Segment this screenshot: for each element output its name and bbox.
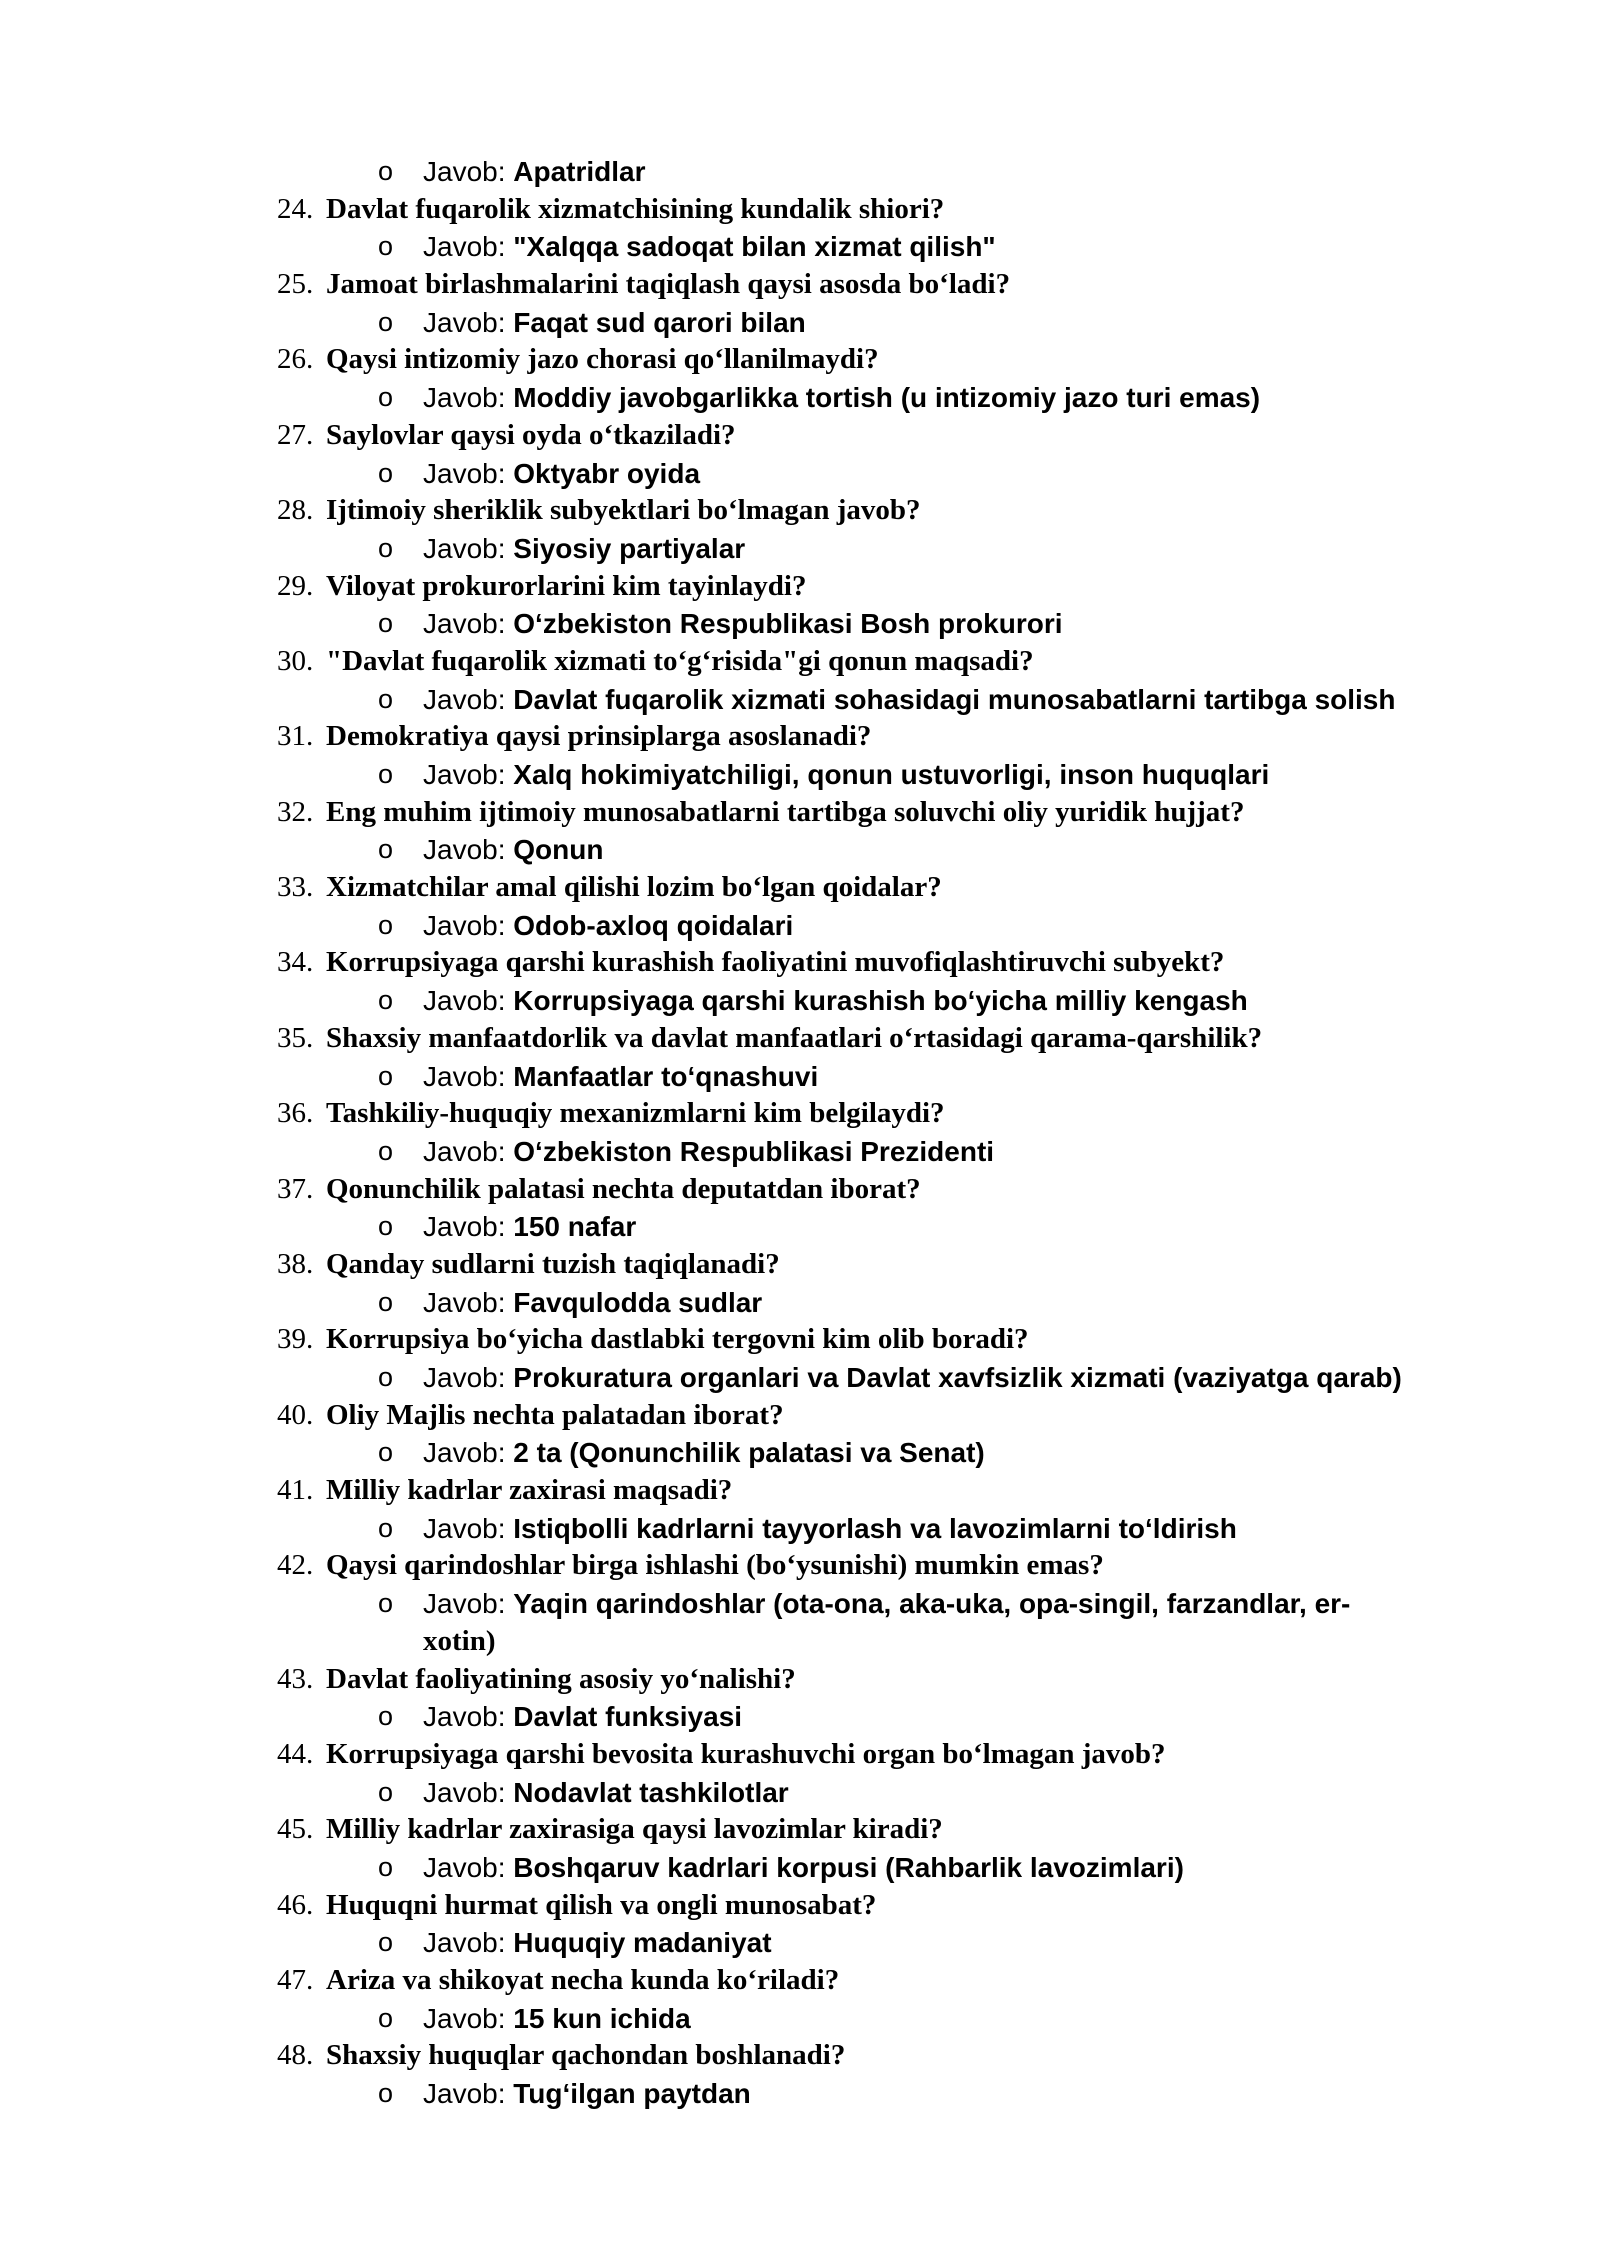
question-text: Shaxsiy huquqlar qachondan boshlanadi? [326,2039,846,2072]
answer-bullet: o [378,1512,394,1543]
question-line [0,1397,1600,1435]
question-number: 31. [277,720,314,753]
question-text: Qanday sudlarni tuzish taqiqlanadi? [326,1247,780,1280]
answer-continuation-line [0,1623,1600,1661]
answer-text: Odob-axloq qoidalari [513,909,794,941]
question-number: 33. [277,871,314,904]
answer-bullet: o [378,1851,394,1882]
question-text: Qaysi qarindoshlar birga ishlashi (bo‘ysunishi) mumkin emas? [326,1549,1104,1582]
answer-text: Manfaatlar to‘qnashuvi [513,1060,819,1092]
answer-bullet: o [378,1927,394,1958]
question-number: 26. [277,343,314,376]
question-line [0,266,1600,304]
question-number: 36. [277,1097,314,1130]
answer-line [0,681,1600,719]
answer-line [0,228,1600,266]
answer-line [0,1434,1600,1472]
answer-line [0,1359,1600,1397]
question-line [0,1171,1600,1209]
question-number: 43. [277,1662,314,1695]
question-text: Jamoat birlashmalarini taqiqlash qaysi asosda bo‘ladi? [326,268,1011,301]
answer-label: Javob: Xalq hokimiyatchiligi, qonun ustuvorligi, inson huquqlari [423,759,1270,790]
answer-label: Javob: O‘zbekiston Respublikasi Bosh prokurori [423,608,1063,640]
answer-bullet: o [378,834,394,865]
question-number: 30. [277,644,314,677]
answer-bullet: o [378,156,394,186]
answer-text: O‘zbekiston Respublikasi Bosh prokurori [513,608,1063,640]
answer-text: Qonun [513,834,604,866]
answer-bullet: o [378,985,394,1016]
answer-bullet: o [378,909,394,940]
answer-bullet: o [378,1362,394,1392]
qa-list [0,153,1600,2113]
question-number: 34. [277,946,314,979]
answer-line [0,2000,1600,2038]
question-text: Korrupsiya bo‘yicha dastlabki tergovni kim olib boradi? [326,1323,1029,1356]
answer-line [0,1698,1600,1736]
answer-bullet: o [378,608,394,639]
answer-label: Javob: Prokuratura organlari va Davlat xavfsizlik xizmati (vaziyatga qarab) [423,1362,1402,1393]
question-text: Demokratiya qaysi prinsiplarga asoslanadi? [326,720,872,753]
question-text: Xizmatchilar amal qilishi lozim bo‘lgan qoidalar? [326,871,942,904]
answer-label: Javob: Davlat fuqarolik xizmati sohasidagi munosabatlarni tartibga solish [423,683,1396,715]
question-line [0,1962,1600,2000]
question-number: 28. [277,494,314,527]
question-text: Milliy kadrlar zaxirasi maqsadi? [326,1474,733,1507]
question-text: Shaxsiy manfaatdorlik va davlat manfaatlari o‘rtasidagi qarama-qarshilik? [326,1021,1263,1054]
question-line [0,1246,1600,1284]
answer-bullet: o [378,683,394,714]
answer-text: Oktyabr oyida [513,457,701,489]
answer-bullet: o [378,1135,394,1166]
question-line [0,1547,1600,1585]
question-text: Davlat fuqarolik xizmatchisining kundalik shiori? [326,192,945,225]
question-text: Milliy kadrlar zaxirasiga qaysi lavozimlar kiradi? [326,1813,943,1846]
answer-bullet: o [378,532,394,563]
answer-label: Javob: Siyosiy partiyalar [423,532,746,564]
question-line [0,1020,1600,1058]
question-text: Korrupsiyaga qarshi kurashish faoliyatini muvofiqlashtiruvchi subyekt? [326,946,1225,979]
answer-text: Favqulodda sudlar [513,1286,763,1318]
question-number: 29. [277,569,314,602]
answer-text: "Xalqqa sadoqat bilan xizmat qilish" [513,231,996,263]
question-text: Oliy Majlis nechta palatadan iborat? [326,1398,784,1431]
answer-bullet: o [378,2078,394,2109]
answer-label: Javob: Odob-axloq qoidalari [423,909,794,941]
answer-label: Javob: Davlat funksiyasi [423,1701,743,1733]
answer-bullet: o [378,1286,394,1317]
question-number: 47. [277,1964,314,1996]
question-number: 45. [277,1813,314,1846]
question-text: "Davlat fuqarolik xizmati to‘g‘risida"gi qonun maqsadi? [326,644,1034,677]
answer-text: Korrupsiyaga qarshi kurashish bo‘yicha milliy kengash [513,985,1248,1017]
answer-text-continued: xotin) [423,1624,496,1657]
answer-label: Javob: Manfaatlar to‘qnashuvi [423,1060,819,1092]
question-number: 27. [277,418,314,451]
question-line [0,1321,1600,1359]
question-text: Tashkiliy-huquqiy mexanizmlarni kim belgilaydi? [326,1097,945,1130]
answer-text: 15 kun ichida [513,2002,691,2034]
answer-line [0,1284,1600,1322]
answer-line [0,1058,1600,1096]
answer-text: Faqat sud qarori bilan [513,306,806,338]
answer-bullet: o [378,759,394,789]
answer-label: Javob: Boshqaruv kadrlari korpusi (Rahbarlik lavozimlari) [423,1851,1184,1883]
question-line [0,643,1600,681]
answer-label: Javob: Faqat sud qarori bilan [423,306,806,338]
answer-bullet: o [378,457,394,488]
answer-text: Xalq hokimiyatchiligi, qonun ustuvorligi, inson huquqlari [513,759,1270,790]
answer-text: 2 ta (Qonunchilik palatasi va Senat) [513,1437,985,1469]
question-number: 25. [277,268,314,301]
answer-bullet: o [378,1060,394,1091]
answer-label: Javob: Moddiy javobgarlikka tortish (u intizomiy jazo turi emas) [423,382,1261,414]
answer-line [0,1585,1600,1623]
answer-label: Javob: Korrupsiyaga qarshi kurashish bo‘yicha milliy kengash [423,985,1248,1017]
question-number: 40. [277,1398,314,1431]
answer-bullet: o [378,1588,394,1619]
answer-text: Davlat fuqarolik xizmati sohasidagi munosabatlarni tartibga solish [513,683,1396,715]
question-text: Viloyat prokurorlarini kim tayinlaydi? [326,569,807,602]
answer-label: Javob: Istiqbolli kadrlarni tayyorlash va lavozimlarni to‘ldirish [423,1512,1237,1544]
answer-line [0,2075,1600,2113]
question-text: Davlat faoliyatining asosiy yo‘nalishi? [326,1662,796,1695]
question-number: 38. [277,1247,314,1280]
answer-line [0,907,1600,945]
answer-text: Nodavlat tashkilotlar [513,1776,789,1808]
answer-line [0,1924,1600,1962]
answer-line [0,153,1600,191]
question-line [0,417,1600,455]
answer-label: Javob: Apatridlar [423,156,646,187]
question-line [0,2037,1600,2075]
question-line [0,1661,1600,1699]
question-number: 32. [277,795,314,828]
question-number: 35. [277,1021,314,1054]
answer-label: Javob: Huquqiy madaniyat [423,1927,772,1959]
answer-line [0,455,1600,493]
question-line [0,1887,1600,1925]
answer-text: Istiqbolli kadrlarni tayyorlash va lavozimlarni to‘ldirish [513,1512,1237,1544]
answer-label: Javob: 15 kun ichida [423,2002,691,2034]
question-line [0,944,1600,982]
answer-bullet: o [378,1437,394,1468]
question-text: Huquqni hurmat qilish va ongli munosabat? [326,1888,877,1921]
answer-line [0,379,1600,417]
answer-label: Javob: Tug‘ilgan paytdan [423,2078,751,2110]
question-line [0,1811,1600,1849]
answer-bullet: o [378,382,394,413]
answer-bullet: o [378,2002,394,2033]
answer-text: Davlat funksiyasi [513,1701,743,1733]
answer-bullet: o [378,1701,394,1732]
question-text: Eng muhim ijtimoiy munosabatlarni tartibga soluvchi oliy yuridik hujjat? [326,795,1245,828]
answer-text: Apatridlar [513,156,646,187]
question-text: Ijtimoiy sheriklik subyektlari bo‘lmagan javob? [326,494,921,527]
answer-label: Javob: 150 nafar [423,1211,637,1243]
answer-text: Huquqiy madaniyat [513,1927,772,1959]
answer-label: Javob: Favqulodda sudlar [423,1286,763,1318]
answer-text: Boshqaruv kadrlari korpusi (Rahbarlik lavozimlari) [513,1851,1184,1883]
question-text: Ariza va shikoyat necha kunda ko‘riladi? [326,1964,840,1996]
question-number: 24. [277,192,314,225]
question-number: 37. [277,1172,314,1205]
question-line [0,718,1600,756]
answer-line [0,1510,1600,1548]
answer-text: Siyosiy partiyalar [513,532,746,564]
answer-line [0,982,1600,1020]
answer-bullet: o [378,231,394,262]
question-line [0,1095,1600,1133]
question-line [0,1736,1600,1774]
answer-line [0,530,1600,568]
question-line [0,869,1600,907]
answer-line [0,1208,1600,1246]
question-number: 41. [277,1474,314,1507]
question-number: 46. [277,1888,314,1921]
answer-text: Yaqin qarindoshlar (ota-ona, aka-uka, opa-singil, farzandlar, er- [513,1588,1351,1620]
answer-line [0,1133,1600,1171]
answer-label: Javob: Oktyabr oyida [423,457,701,489]
answer-label: Javob: 2 ta (Qonunchilik palatasi va Senat) [423,1437,985,1469]
question-text: Saylovlar qaysi oyda o‘tkaziladi? [326,418,736,451]
question-number: 44. [277,1737,314,1770]
answer-line [0,831,1600,869]
answer-bullet: o [378,1776,394,1807]
question-line [0,191,1600,229]
question-number: 39. [277,1323,314,1356]
answer-line [0,1774,1600,1812]
answer-text: 150 nafar [513,1211,637,1243]
answer-text: Prokuratura organlari va Davlat xavfsizlik xizmati (vaziyatga qarab) [513,1362,1402,1393]
question-text: Qonunchilik palatasi nechta deputatdan iborat? [326,1172,921,1205]
question-line [0,794,1600,832]
answer-label: Javob: O‘zbekiston Respublikasi Prezidenti [423,1135,995,1167]
question-text: Qaysi intizomiy jazo chorasi qo‘llanilmaydi? [326,343,879,376]
answer-label: Javob: Nodavlat tashkilotlar [423,1776,789,1808]
answer-line [0,756,1600,794]
question-number: 42. [277,1549,314,1582]
answer-text: Moddiy javobgarlikka tortish (u intizomiy jazo turi emas) [513,382,1261,414]
question-line [0,1472,1600,1510]
answer-bullet: o [378,306,394,337]
answer-bullet: o [378,1211,394,1242]
question-number: 48. [277,2039,314,2072]
answer-line [0,304,1600,342]
answer-line [0,1849,1600,1887]
answer-label: Javob: Yaqin qarindoshlar (ota-ona, aka-uka, opa-singil, farzandlar, er- [423,1588,1351,1620]
answer-text: Tug‘ilgan paytdan [513,2078,751,2110]
answer-text: O‘zbekiston Respublikasi Prezidenti [513,1135,995,1167]
answer-label: Javob: "Xalqqa sadoqat bilan xizmat qilish" [423,231,996,263]
answer-line [0,605,1600,643]
question-line [0,568,1600,606]
question-line [0,341,1600,379]
question-text: Korrupsiyaga qarshi bevosita kurashuvchi organ bo‘lmagan javob? [326,1737,1166,1770]
question-line [0,492,1600,530]
answer-label: Javob: Qonun [423,834,604,866]
